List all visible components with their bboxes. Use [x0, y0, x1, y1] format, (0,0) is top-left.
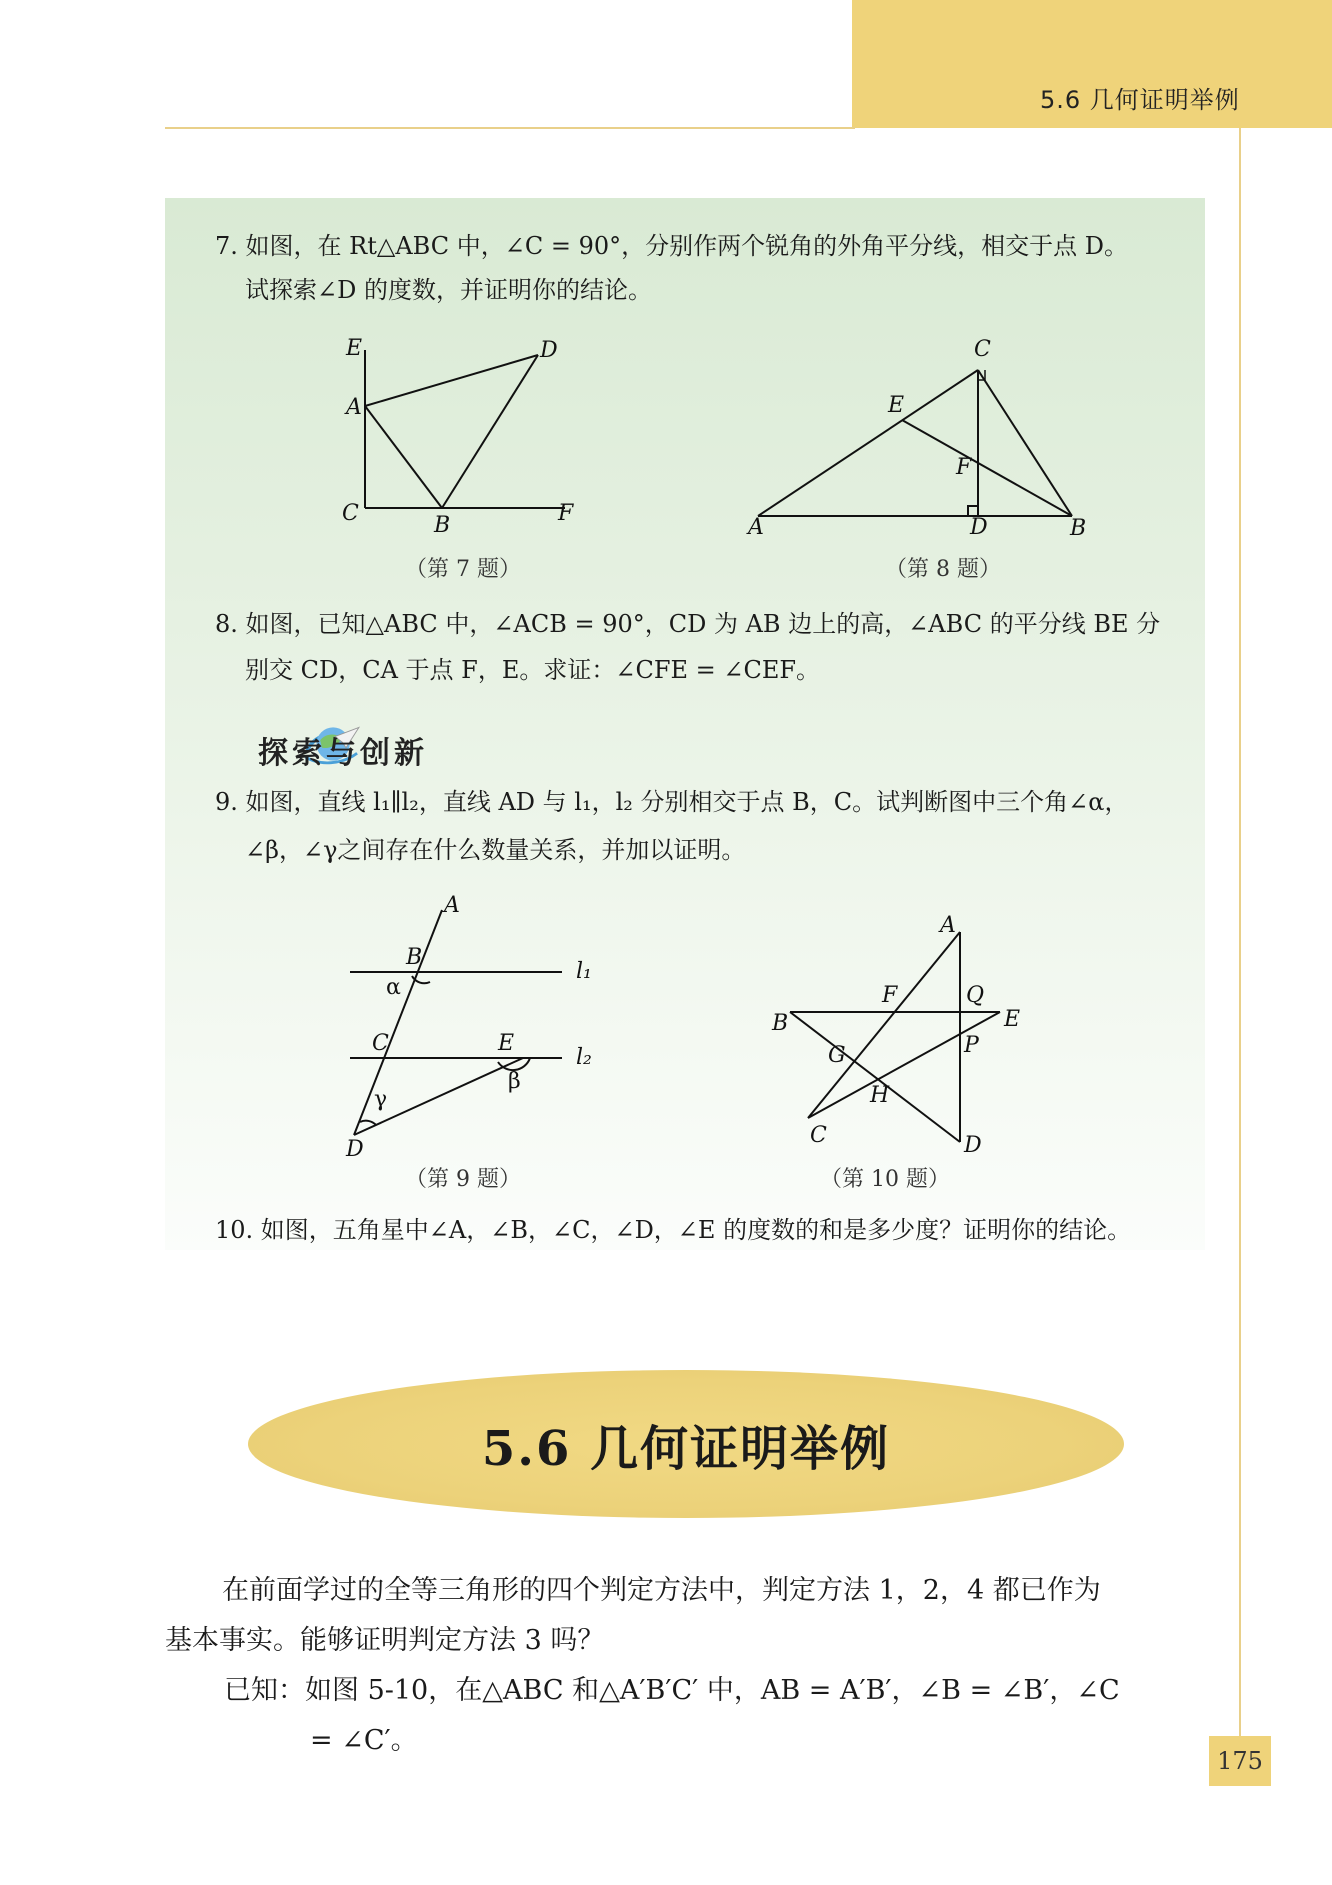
fig10-label-D: D — [964, 1133, 982, 1158]
q10-line1: 10. 如图，五角星中∠A，∠B，∠C，∠D，∠E 的度数的和是多少度？证明你的结论。 — [215, 1216, 1132, 1244]
fig7-label-B: B — [434, 513, 451, 538]
side-rule — [1239, 128, 1241, 1748]
fig7-caption: （第 7 题） — [405, 557, 521, 582]
fig10-label-P: P — [964, 1033, 979, 1058]
fig9-label-beta: β — [508, 1069, 521, 1094]
fig7-label-E: E — [346, 336, 363, 361]
fig9-label-E: E — [498, 1031, 515, 1056]
fig10-caption: （第 10 题） — [820, 1167, 950, 1192]
figure-10 — [760, 900, 1060, 1160]
fig10-label-A: A — [940, 913, 956, 938]
q9-line2: ∠β，∠γ之间存在什么数量关系，并加以证明。 — [245, 836, 746, 864]
fig8-label-A: A — [748, 515, 764, 540]
fig8-caption: （第 8 题） — [885, 557, 1001, 582]
fig8-label-B: B — [1070, 516, 1087, 540]
q8-line2: 别交 CD，CA 于点 F，E。求证：∠CFE = ∠CEF。 — [245, 656, 821, 684]
fig10-label-Q: Q — [966, 983, 985, 1008]
lesson-given-line1: 已知：如图 5-10，在△ABC 和△A′B′C′ 中，AB = A′B′，∠B = ∠B′，∠C — [224, 1675, 1120, 1706]
fig7-label-A: A — [346, 395, 362, 420]
q7-line2: 试探索∠D 的度数，并证明你的结论。 — [245, 276, 652, 304]
fig10-label-H: H — [870, 1083, 890, 1108]
fig10-label-E: E — [1004, 1007, 1021, 1032]
fig8-label-F: F — [956, 455, 972, 480]
fig9-label-A: A — [444, 893, 460, 918]
fig9-caption: （第 9 题） — [405, 1167, 521, 1192]
q9-line1: 9. 如图，直线 l₁∥l₂，直线 AD 与 l₁，l₂ 分别相交于点 B，C。试判断图中三个角∠α， — [215, 788, 1129, 816]
fig7-label-F: F — [558, 501, 574, 526]
fig9-label-l2: l₂ — [576, 1045, 592, 1070]
figure-7 — [330, 330, 610, 540]
page-number: 175 — [1209, 1736, 1271, 1786]
fig9-label-C: C — [372, 1031, 389, 1056]
fig10-label-C: C — [810, 1123, 827, 1148]
fig8-label-C: C — [974, 337, 991, 362]
fig10-label-B: B — [772, 1011, 789, 1036]
lesson-p1-line1: 在前面学过的全等三角形的四个判定方法中，判定方法 1，2，4 都已作为 — [222, 1575, 1101, 1606]
fig7-label-D: D — [540, 338, 558, 363]
q8-line1: 8. 如图，已知△ABC 中，∠ACB = 90°，CD 为 AB 边上的高，∠ABC 的平分线 BE 分 — [215, 610, 1161, 638]
lesson-p1-line2: 基本事实。能够证明判定方法 3 吗？ — [165, 1625, 605, 1656]
q7-line1: 7. 如图，在 Rt△ABC 中，∠C = 90°，分别作两个锐角的外角平分线，相交于点 D。 — [215, 232, 1128, 260]
fig8-label-D: D — [970, 515, 988, 540]
fig10-label-G: G — [828, 1043, 846, 1068]
fig8-label-E: E — [888, 393, 905, 418]
header-rule — [165, 127, 855, 129]
fig10-label-F: F — [882, 983, 898, 1008]
fig9-label-l1: l₁ — [576, 959, 592, 984]
fig9-label-B: B — [406, 945, 423, 970]
lesson-given-line2: = ∠C′。 — [310, 1725, 418, 1756]
figure-9 — [330, 890, 620, 1170]
lesson-title: 5.6 几何证明举例 — [481, 1421, 891, 1477]
fig9-label-D: D — [346, 1137, 364, 1162]
fig9-label-alpha: α — [386, 975, 401, 1000]
running-header: 5.6 几何证明举例 — [1040, 86, 1240, 114]
figure-8 — [740, 330, 1100, 540]
fig9-label-gamma: γ — [374, 1087, 388, 1112]
section-title: 探索与创新 — [258, 736, 428, 771]
fig7-label-C: C — [342, 501, 359, 526]
